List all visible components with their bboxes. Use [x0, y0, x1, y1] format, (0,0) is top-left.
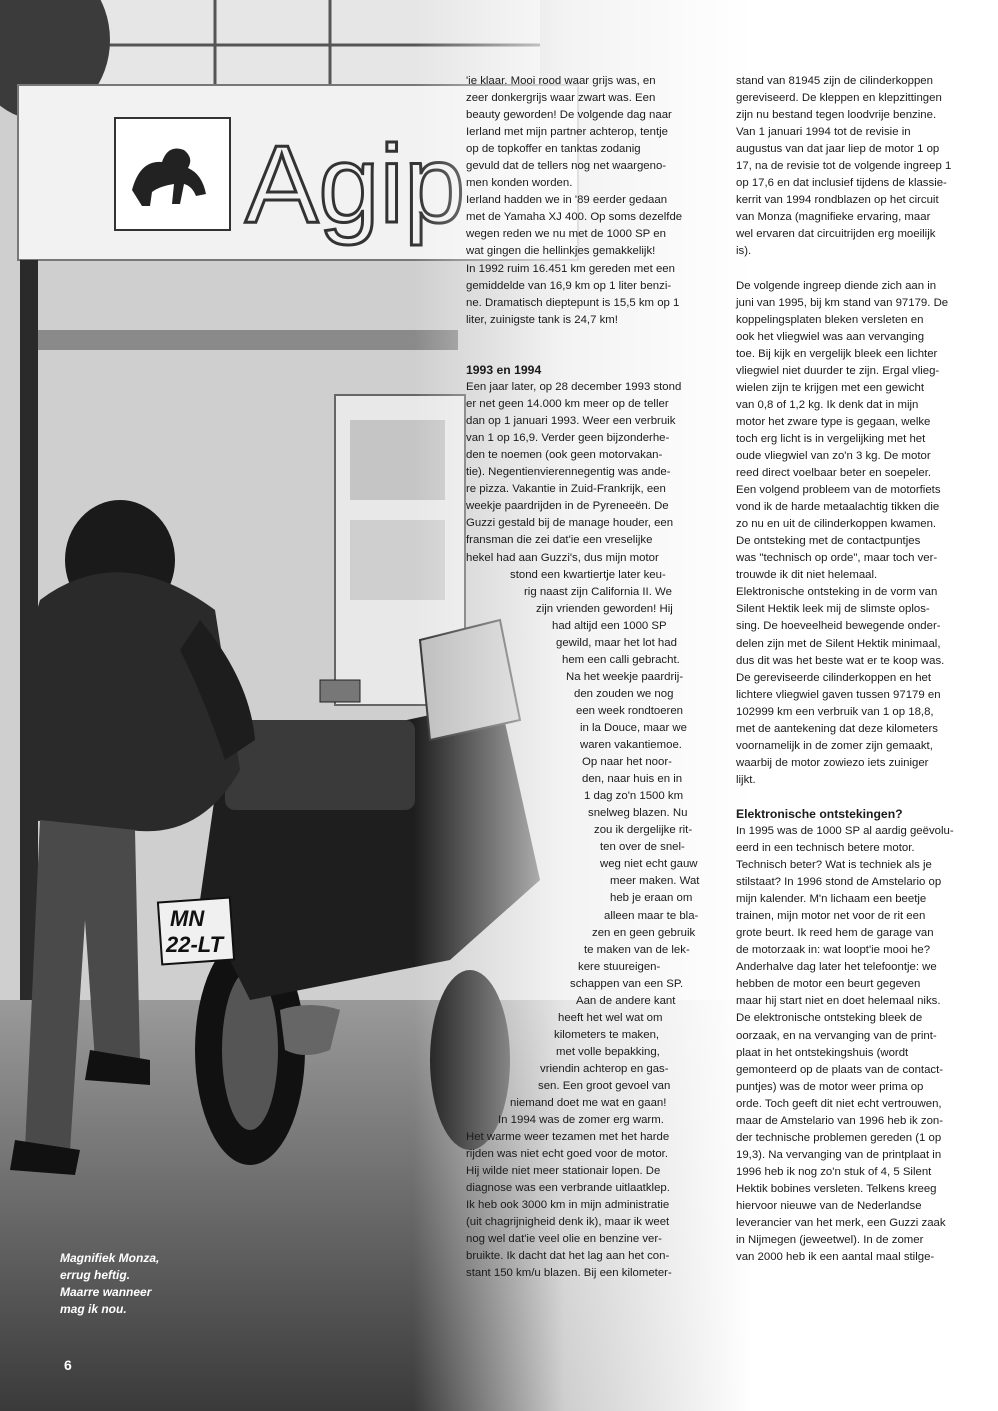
section-heading-1993: 1993 en 1994 — [466, 363, 542, 377]
text-line: was "technisch op orde", maar toch ver- — [736, 552, 938, 565]
text-line: vriendin achterop en gas- — [540, 1062, 669, 1075]
text-line: vliegwiel niet duurder te zijn. Ergal vlieg- — [736, 364, 940, 377]
text-line: Van 1 januari 1994 tot de revisie in — [736, 126, 911, 139]
caption-line: errug heftig. — [60, 1268, 131, 1282]
text-line: waren vakantiemoe. — [580, 739, 682, 752]
text-line: De ontsteking met de contactpuntjes — [736, 535, 921, 548]
paragraph-gap — [736, 261, 968, 278]
text-line: den, naar huis en in — [582, 773, 683, 786]
text-line: er net geen 14.000 km meer op de teller — [466, 398, 669, 411]
page-number: 6 — [64, 1357, 72, 1373]
text-line: Hij wilde niet meer stationair lopen. De — [466, 1165, 661, 1178]
text-line: nog wel dat'ie veel olie en benzine ver- — [466, 1233, 662, 1246]
text-line: (uit chagrijnigheid denk ik), maar ik weet — [466, 1216, 670, 1229]
text-line: hiervoor nieuwe van de Nederlandse — [736, 1200, 922, 1212]
text-line: De elektronische ontsteking bleek de — [736, 1012, 923, 1025]
text-line: hem een calli gebracht. — [562, 653, 680, 666]
text-line: met de aantekening dat deze kilometers — [736, 722, 938, 735]
text-line: Na het weekje paardrij- — [566, 670, 684, 683]
text-line: dan op 1 januari 1993. Weer een verbruik — [466, 415, 676, 428]
text-line: maar de Amstelario van 1996 heb ik zon- — [736, 1114, 944, 1127]
text-line: koppelingsplaten bleken versleten en — [736, 313, 924, 326]
text-line: maar hij start niet en doet helemaal niks. — [736, 995, 941, 1008]
text-line: Ierland hadden we in '89 eerder gedaan — [466, 194, 668, 207]
text-line: zeer donkergrijs waar zwart was. Een — [466, 92, 656, 105]
text-line: mijn kalender. M'n lichaam een beetje — [736, 893, 927, 906]
text-line: wat gingen die hellinkjes gemakkelijk! — [466, 245, 656, 258]
text-line: Elektronische ontsteking in de vorm van — [736, 586, 938, 599]
text-line: met volle bepakking, — [556, 1045, 660, 1058]
section-heading-ontstekingen: Elektronische ontstekingen? — [736, 806, 903, 821]
text-line: hekel had aan Guzzi's, dus mijn motor — [466, 551, 659, 564]
text-line: grote beurt. Ik reed hem de garage van — [736, 927, 934, 940]
text-line: wielen zijn te krijgen met een gewicht — [736, 381, 925, 394]
text-line: snelweg blazen. Nu — [588, 807, 688, 820]
text-line: trouwde ik dit niet helemaal. — [736, 569, 878, 582]
text-line: weekje paardrijden in de Pyreneeën. De — [466, 500, 669, 513]
text-line: sen. Een groot gevoel van — [538, 1079, 671, 1092]
text-line: van 0,8 of 1,2 kg. Ik denk dat in mijn — [736, 398, 919, 411]
text-line: gemiddelde van 16,9 km op 1 liter benzi- — [466, 279, 672, 292]
text-line: In 1994 was de zomer erg warm. — [498, 1114, 664, 1127]
text-line: van 1 op 16,9. Verder geen bijzonderhe- — [466, 432, 670, 445]
text-line: zou ik dergelijke rit- — [594, 824, 693, 837]
text-line: in Nijmegen (jeweetwel). In de zomer — [736, 1234, 924, 1247]
text-line: meer maken. Wat — [610, 875, 700, 888]
text-line: ten over de snel- — [600, 841, 685, 854]
text-line: Anderhalve dag later het telefoontje: we — [736, 961, 937, 974]
text-line: stilstaat? In 1996 stond de Amstelario op — [736, 876, 942, 889]
text-line: diagnose was een verbrande uitlaatklep. — [466, 1182, 670, 1195]
text-line: de motorzaak in: wat loopt'ie mooi he? — [736, 944, 931, 957]
text-line: alleen maar te bla- — [604, 909, 699, 922]
text-line: Aan de andere kant — [576, 994, 676, 1007]
article-column-middle-top — [466, 73, 710, 329]
paragraph-gap — [736, 789, 968, 806]
caption-line: Magnifiek Monza, — [60, 1251, 160, 1265]
text-line: liter, zuinigste tank is 24,7 km! — [466, 313, 618, 326]
text-line: sing. De hoeveelheid bewegende onder- — [736, 620, 941, 633]
text-line: weg niet echt gauw — [600, 858, 698, 871]
text-line: op 17,6 en dat inclusief tijdens de klassie- — [736, 177, 947, 190]
text-line: der technische problemen gereden (1 op — [736, 1131, 942, 1144]
text-line: puntjes) was de motor weer prima op — [736, 1080, 924, 1093]
text-line: trainen, mijn motor net voor de rit een — [736, 910, 926, 923]
text-line: stond een kwartiertje later keu- — [510, 568, 666, 581]
text-line: lichtere vliegwiel gaven tussen 97179 en — [736, 688, 941, 701]
text-line: den zouden we nog — [574, 687, 674, 700]
text-line: ne. Dramatisch dieptepunt is 15,5 km op 1 — [466, 296, 680, 309]
text-line: heb je eraan om — [610, 892, 693, 905]
text-line: Op naar het noor- — [582, 756, 672, 769]
text-line: 'ie klaar. Mooi rood waar grijs was, en — [466, 75, 656, 87]
text-line: is). — [736, 245, 752, 258]
text-line: dus dit was het beste wat er te koop was. — [736, 654, 945, 667]
text-line: beauty geworden! De volgende dag naar — [466, 109, 672, 122]
text-line: had altijd een 1000 SP — [552, 619, 667, 632]
text-line: bruikte. Ik dacht dat het lag aan het con- — [466, 1250, 670, 1263]
text-line: gemonteerd op de plaats van de contact- — [736, 1063, 944, 1076]
text-line: kere stuureigen- — [578, 960, 661, 973]
photo-caption — [60, 1250, 220, 1318]
text-line: van Monza (magnifieke ervaring, maar — [736, 211, 931, 224]
article-column-right — [736, 73, 968, 1266]
text-line: Guzzi gestald bij de manage houder, een — [466, 517, 674, 530]
text-line: vond ik de harde metaalachtig tikken die — [736, 501, 940, 514]
text-line: In 1992 ruim 16.451 km gereden met een — [466, 262, 675, 275]
text-line: den te noemen (ook geen motorvakan- — [466, 449, 663, 462]
text-line: Het warme weer tezamen met het harde — [466, 1131, 670, 1144]
text-line: zen en geen gebruik — [592, 926, 696, 939]
text-line: oorzaak, en na vervanging van de print- — [736, 1029, 937, 1042]
text-line: motor het zware type is gegaan, welke — [736, 415, 931, 428]
text-line: Ik heb ook 3000 km in mijn administratie — [466, 1199, 670, 1212]
text-line: ook het vliegwiel was aan vervanging — [736, 330, 925, 343]
text-line: rig naast zijn California II. We — [524, 585, 672, 598]
caption-line: mag ik nou. — [60, 1302, 127, 1316]
text-line: orde. Toch geeft dit niet echt vertrouwen, — [736, 1097, 942, 1110]
text-line: De gereviseerde cilinderkoppen en het — [736, 671, 932, 684]
text-line: De volgende ingreep diende zich aan in — [736, 279, 937, 292]
text-line: lijkt. — [736, 773, 756, 786]
caption-line: Maarre wanneer — [60, 1285, 152, 1299]
text-line: toe. Bij kijk en vergelijk bleek een lichter — [736, 347, 938, 360]
text-line: voornamelijk in de zomer zijn gemaakt, — [736, 739, 933, 752]
text-line: delen zijn met de Silent Hektik minimaal, — [736, 637, 941, 650]
text-line: stant 150 km/u blazen. Bij een kilometer- — [466, 1267, 672, 1280]
text-line: hebben de motor een beurt gegeven — [736, 978, 921, 991]
text-line: kerrit van 1994 rondblazen op het circuit — [736, 194, 939, 207]
text-line: van 2000 heb ik een aantal maal stilge- — [736, 1251, 935, 1264]
text-line: leverancier van het merk, een Guzzi zaak — [736, 1217, 946, 1230]
text-line: rijden was niet echt goed voor de motor. — [466, 1148, 668, 1161]
text-line: op de topkoffer en tanktas zodanig — [466, 143, 641, 156]
text-line: reed direct voelbaar beter en soepeler. — [736, 467, 932, 480]
article-column-middle-bottom — [466, 362, 710, 1283]
text-line: plaat in het ontstekingshuis (wordt — [736, 1046, 909, 1059]
text-line: zijn nu bestand tegen loodvrije benzine. — [736, 109, 937, 122]
text-line: met de Yamaha XJ 400. Op soms dezelfde — [466, 211, 683, 224]
text-line: oude vliegwiel van zo'n 3 kg. De motor — [736, 449, 931, 462]
text-line: Silent Hektik leek mij de slimste oplos- — [736, 603, 930, 616]
text-line: re pizza. Vakantie in Zuid-Frankrijk, een — [466, 483, 666, 496]
text-line: Technisch beter? Wat is techniek als je — [736, 859, 932, 872]
text-line: 102999 km een verbruik van 1 op 18,8, — [736, 705, 934, 718]
text-line: gewild, maar het lot had — [556, 636, 677, 649]
text-line: schappen van een SP. — [570, 977, 684, 990]
text-line: 19,3). Na vervanging van de printplaat in — [736, 1148, 942, 1161]
text-line: gevuld dat de tellers nog net waargeno- — [466, 160, 667, 173]
text-line: kilometers te maken, — [554, 1028, 660, 1041]
text-line: 17, na de revisie tot de volgende ingreep 1 — [736, 160, 952, 173]
text-line: In 1995 was de 1000 SP al aardig geëvolu- — [736, 824, 954, 837]
text-line: wegen reden we nu met de 1000 SP en — [466, 228, 666, 241]
text-line: Hektik bobines versleten. Telkens kreeg — [736, 1182, 937, 1195]
text-line: 1996 heb ik nog zo'n stuk of 4, 5 Silent — [736, 1165, 932, 1178]
text-line: fransman die zei dat'ie een vreselijke — [466, 534, 653, 547]
text-line: niemand doet me wat en gaan! — [510, 1097, 667, 1110]
text-line: Een jaar later, op 28 december 1993 stond — [466, 381, 682, 394]
text-line: in la Douce, maar we — [580, 721, 687, 734]
text-line: Ierland met mijn partner achterop, tentje — [466, 126, 668, 139]
text-line: augustus van dat jaar liep de motor 1 op — [736, 143, 940, 156]
text-line: eerd in een technisch betere motor. — [736, 842, 915, 855]
text-line: waarbij de motor zowiezo iets zuiniger — [736, 756, 929, 769]
text-line: juni van 1995, bij km stand van 97179. De — [736, 296, 949, 309]
text-line: tie). Negentienvierennegentig was ande- — [466, 466, 671, 479]
text-line: 1 dag zo'n 1500 km — [584, 790, 684, 803]
text-line: heeft het wel wat om — [558, 1011, 663, 1024]
text-line: te maken van de lek- — [584, 943, 690, 956]
text-line: toch erg licht is in vergelijking met het — [736, 432, 926, 445]
text-line: wel ervaren dat circuitrijden erg moeilijk — [736, 228, 936, 241]
text-line: zo nu en uit de cilinderkoppen kwamen. — [736, 518, 937, 531]
text-line: een week rondtoeren — [576, 704, 684, 717]
text-line: men konden worden. — [466, 177, 573, 190]
text-line: stand van 81945 zijn de cilinderkoppen — [736, 75, 933, 87]
text-line: Een volgend probleem van de motorfiets — [736, 484, 941, 497]
text-line: gereviseerd. De kleppen en klepzittingen — [736, 92, 942, 105]
text-line: zijn vrienden geworden! Hij — [536, 602, 673, 615]
